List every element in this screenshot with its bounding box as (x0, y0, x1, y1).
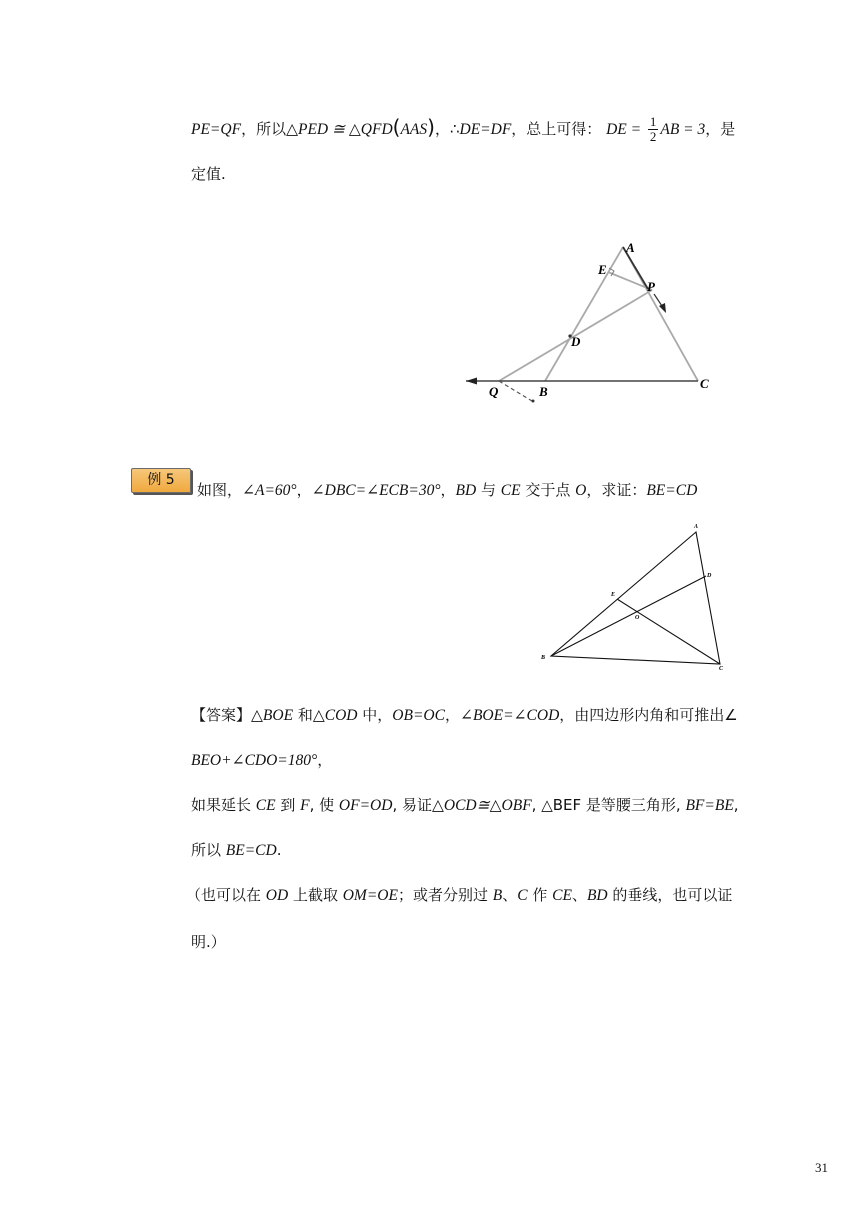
label-e: E (611, 592, 616, 598)
math-bd: BD (455, 482, 477, 499)
text: , △BEF 是等腰三角形, (531, 796, 686, 814)
segment-bd (551, 576, 706, 656)
math-be-cd: BE=CD (225, 842, 277, 859)
solution-line-2: 定值. (191, 165, 226, 183)
label-e: E (598, 262, 607, 277)
math-aas: AAS (400, 121, 428, 138)
math-pe-qf: PE=QF (191, 121, 242, 138)
label-q: Q (489, 384, 499, 399)
label-a: A (694, 524, 699, 530)
answer-line-3 (191, 795, 739, 816)
text: 和 (293, 706, 313, 724)
label-c: C (700, 376, 709, 391)
math-ce: CE (255, 797, 276, 814)
text: 到 (275, 796, 301, 814)
math-de-eq: DE = (606, 121, 642, 138)
math-ab-3: AB = 3 (660, 121, 706, 138)
text: ， (317, 751, 333, 769)
text: 作 (527, 886, 553, 904)
label-b: B (539, 384, 548, 399)
math-f: F (300, 797, 310, 814)
text: 如图， (197, 481, 243, 499)
label-o: O (635, 615, 640, 621)
label-d: D (571, 334, 581, 349)
math-cod: △COD (312, 707, 358, 724)
text: ，由四边形内角和可推出∠ (559, 706, 738, 724)
text: ；或者分别过 (397, 886, 493, 904)
math-angle-dbc: ∠DBC=∠ECB=30° (311, 482, 441, 499)
math-bd: BD (586, 887, 608, 904)
math-de-df: DE=DF (459, 121, 512, 138)
math-boe: △BOE (251, 707, 294, 724)
text: ，是 (705, 120, 736, 138)
text: （也可以在 (186, 886, 266, 904)
text: , 使 (309, 796, 339, 814)
text: ，所以 (241, 120, 287, 138)
text: 与 (476, 481, 501, 499)
text: 的垂线，也可以证 (607, 886, 733, 904)
paren-open: ( (392, 115, 401, 139)
frac-denominator: 2 (649, 129, 657, 144)
text: 上截取 (288, 886, 343, 904)
text: ，总上可得： (511, 120, 602, 138)
text: ，求证： (586, 481, 647, 499)
math-b: B (492, 887, 503, 904)
math-bf-be: BF=BE (685, 797, 734, 814)
math-congruence: △PED ≅ △QFD (286, 121, 393, 138)
math-ob-oc: OB=OC (392, 707, 445, 724)
label-a: A (626, 240, 635, 255)
example-badge: 例 5 (131, 468, 191, 493)
math-o: O (575, 482, 587, 499)
math-congruence-2: △OCD≅△OBF (431, 797, 532, 814)
label-c: C (719, 666, 724, 672)
answer-line-4 (191, 840, 282, 861)
label-d: D (707, 573, 712, 579)
math-angles: ∠BOE=∠COD (459, 707, 560, 724)
text: 中， (357, 706, 393, 724)
math-ce: CE (552, 887, 572, 904)
text: ， (444, 706, 460, 724)
text: 所以 (191, 841, 226, 859)
frac-numerator: 1 (649, 114, 657, 129)
text: ， (296, 481, 312, 499)
label-b: B (541, 655, 546, 661)
text: . (276, 841, 282, 859)
math-be-cd: BE=CD (646, 482, 698, 499)
answer-line-5 (186, 885, 732, 906)
text: ， (440, 481, 456, 499)
answer-label: 【答案】 (191, 706, 252, 724)
math-ce: CE (500, 482, 521, 499)
text: 如果延长 (191, 796, 256, 814)
triangle-abc (551, 532, 720, 664)
text: ，∴ (434, 120, 460, 138)
paren-close: ) (427, 115, 435, 139)
page-number: 31 (815, 1160, 828, 1175)
text: 、 (571, 886, 587, 904)
text: , (733, 796, 739, 814)
segment-ce (617, 599, 720, 664)
answer-line-2 (191, 750, 332, 771)
math-angle-a: ∠A=60° (242, 482, 297, 499)
text: , 易证 (392, 796, 432, 814)
math-angle-sum: BEO+∠CDO=180° (191, 752, 318, 769)
math-c: C (517, 887, 528, 904)
math-om-oe: OM=OE (342, 887, 398, 904)
text: 、 (502, 886, 518, 904)
answer-line-1 (191, 705, 738, 726)
math-od: OD (265, 887, 289, 904)
text: 交于点 (520, 481, 576, 499)
math-of-od: OF=OD (338, 797, 393, 814)
label-p: P (647, 279, 655, 294)
answer-line-6: 明.） (191, 933, 226, 951)
